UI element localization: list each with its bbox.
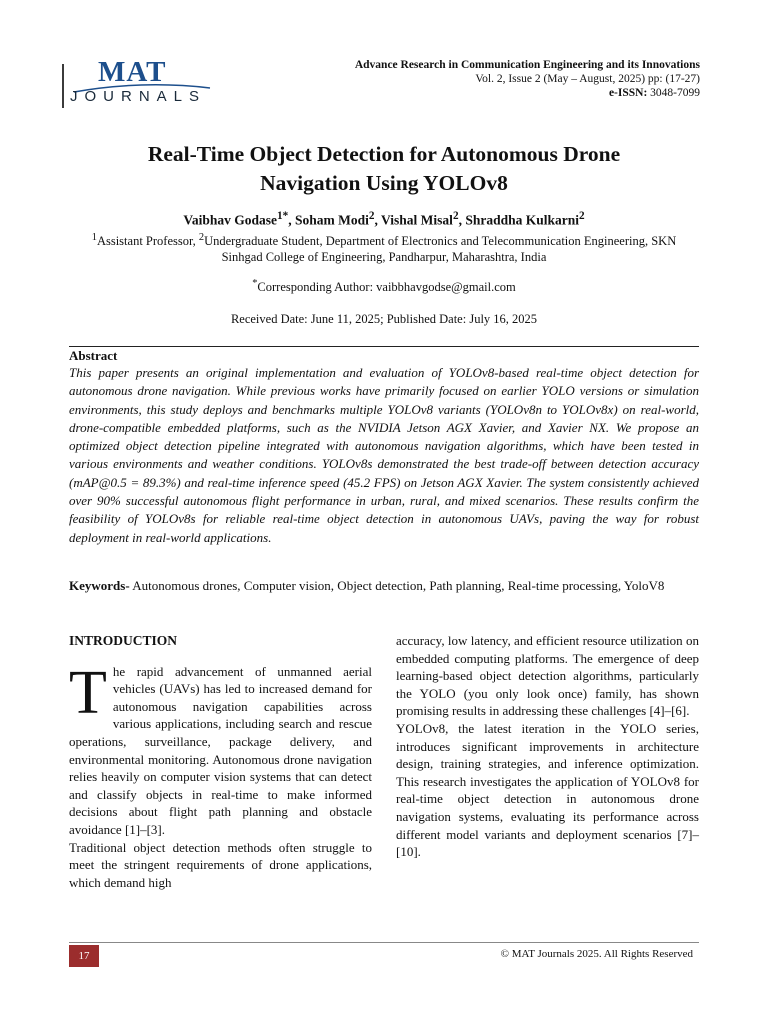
affil-sup: 1 (91, 232, 97, 243)
author-sup: 2 (452, 210, 459, 222)
logo-journals-text: JOURNALS (70, 88, 207, 105)
author-separator: , (288, 212, 296, 228)
corresponding-author (60, 278, 708, 295)
journal-logo (62, 56, 212, 110)
affiliation (80, 230, 688, 265)
intro-paragraph-1-text: he rapid advancement of unmanned aerial vehicles (UAVs) has led to increased demand for autonomous navigation capabilities across various applications, including search and rescue operations, surveillance, package delivery, and environmental monitoring. Autonomous drone navigation relies heavily on computer vision systems that can detect and classify objects in real-time to make informed decisions about flight path planning and obstacle avoidance [1]–[3]. (69, 663, 372, 837)
affil-text: Assistant Professor, (96, 234, 199, 249)
author-name: Soham Modi (295, 212, 369, 228)
author-name: Vaibhav Godase (183, 212, 278, 228)
volume-info: Vol. 2, Issue 2 (May – August, 2025) pp: (17-27) (475, 73, 700, 85)
drop-cap: T (69, 658, 107, 727)
author-sup: 2 (368, 210, 375, 222)
journal-info (355, 58, 700, 100)
affil-text: Undergraduate Student, Department of Electronics and Telecommunication Engineering, SKN Sinhgad College of Engineering, Pandharpur, Maharashtra, India (204, 234, 677, 265)
title-line-2: Navigation Using YOLOv8 (260, 171, 508, 195)
eissn-label: e-ISSN: (608, 87, 648, 99)
keywords-label: Keywords- (69, 578, 130, 593)
keywords (69, 577, 699, 595)
title-line-1: Real-Time Object Detection for Autonomous Drone (147, 142, 621, 166)
intro-paragraph-1 (69, 658, 372, 839)
author-sup: 2 (579, 210, 585, 222)
journal-name: Advance Research in Communication Engineering and its Innovations (354, 59, 700, 71)
keywords-text: Autonomous drones, Computer vision, Object detection, Path planning, Real-time processing, YoloV8 (129, 578, 665, 593)
publication-dates: Received Date: June 11, 2025; Published Date: July 16, 2025 (230, 312, 538, 326)
logo-bar (62, 64, 64, 108)
author-sup: 1* (277, 210, 289, 222)
section-heading: INTRODUCTION (69, 633, 178, 648)
intro-paragraph-3: accuracy, low latency, and efficient resource utilization on embedded computing platforms. The emergence of deep learning-based object detection algorithms, particularly the YOLO (you only look once) family, has shown promising results in addressing these challenges [4]–[6]. (396, 633, 699, 719)
logo-mat-text: MAT (98, 56, 167, 88)
left-column (69, 632, 372, 891)
abstract-heading: Abstract (69, 348, 118, 363)
abstract-top-rule (69, 346, 699, 347)
intro-paragraph-4: YOLOv8, the latest iteration in the YOLO series, introduces significant improvements in architecture design, training strategies, and inference optimization. This research investigates the application of YOLOv8 for real-time object detection in autonomous drone navigation systems, evaluating its performance across different model variants and deployment scenarios [7]–[10]. (396, 720, 699, 860)
author-separator: , (374, 212, 382, 228)
author-list (60, 210, 708, 229)
abstract-text: This paper presents an original implementation and evaluation of YOLOv8-based real-time object detection for autonomous drone navigation. While previous works have primarily focused on earlier YOLO versions or simulation environments, this study deploys and benchmarks multiple YOLOv8 variants (YOLOv8n to YOLOv8x) on real-world, drone-compatible embedded platforms, such as the NVIDIA Jetson AGX Xavier, and Xavier NX. We propose an optimized object detection pipeline integrated with autonomous navigation algorithms, which have been tested in various environments and weather conditions. YOLOv8s demonstrated the best trade-off between detection accuracy (mAP@0.5 = 89.3%) and real-time inference speed (45.2 FPS) on Jetson AGX Xavier. The system consistently achieved over 90% successful autonomous flight performance in urban, rural, and mixed scenarios. These results confirm the feasibility of YOLOv8s for reliable real-time object detection in autonomous UAVs, paving the way for robust deployment in real-world applications. (69, 365, 699, 545)
right-column (396, 632, 699, 861)
copyright-text: © MAT Journals 2025. All Rights Reserved (500, 948, 693, 960)
footer-rule (69, 942, 699, 943)
page-number-badge: 17 (69, 945, 99, 967)
eissn (355, 86, 700, 100)
paper-title (60, 140, 708, 198)
eissn-value: 3048-7099 (647, 87, 700, 99)
affil-sup: 2 (198, 232, 205, 243)
intro-paragraph-2: Traditional object detection methods often struggle to meet the stringent requirements of drone applications, which demand high (69, 839, 372, 890)
author-separator: , (458, 212, 466, 228)
author-name: Vishal Misal (381, 212, 453, 228)
corresp-sup: * (252, 278, 258, 289)
corresp-text: Corresponding Author: vaibbhavgodse@gmail.com (257, 280, 516, 295)
author-name: Shraddha Kulkarni (465, 212, 579, 228)
